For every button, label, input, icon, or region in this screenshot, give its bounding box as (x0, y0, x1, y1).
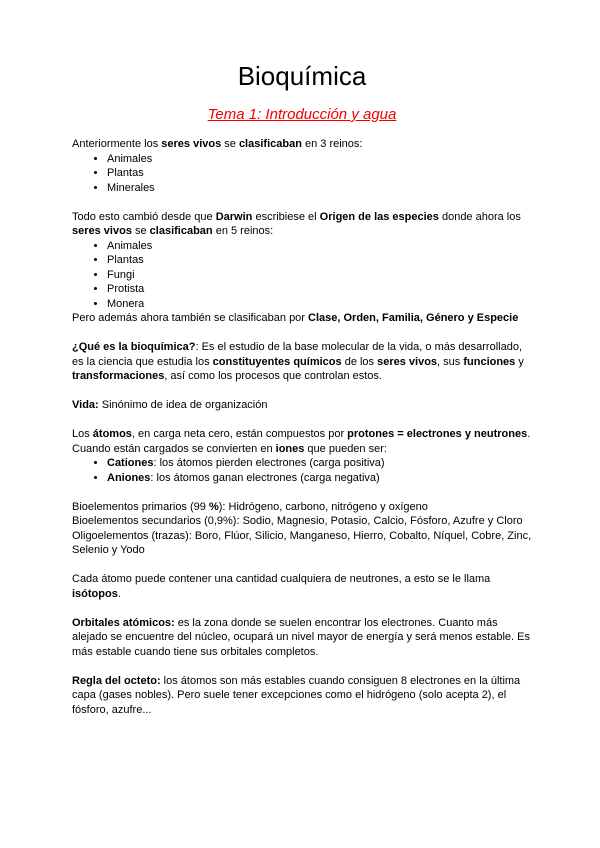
text-run: . (117, 587, 121, 600)
paragraph (72, 529, 532, 558)
text-run: se (131, 225, 150, 237)
text-run: Protista (107, 283, 145, 295)
text-run: Bioelementos primarios (99 (72, 500, 209, 513)
text-run: que pueden ser: (304, 442, 387, 455)
bullet-item (107, 456, 532, 471)
paragraph-spacer (72, 485, 532, 500)
text-run: , así como los procesos que controlan estos. (164, 370, 382, 382)
document-subtitle: Tema 1: Introducción y agua (207, 106, 397, 123)
text-run: los átomos son más estables cuando consiguen 8 electrones en la última capa (gases nobles). Pero suele tener excepciones como el hidrógeno (solo acepta 2), el fósforo, azufre... (72, 674, 521, 716)
bullet-item (107, 297, 532, 312)
paragraph (72, 514, 532, 529)
text-run: de los (341, 355, 378, 368)
text-run: clasificaban (149, 225, 213, 237)
text-run: iones (275, 442, 305, 455)
text-run: Fungi (107, 268, 135, 281)
text-run: isótopos (72, 587, 118, 600)
document-title: Bioquímica (237, 61, 367, 91)
text-run: Todo esto cambió desde que (72, 210, 216, 223)
bullet-item (107, 166, 532, 181)
bullet-list (72, 152, 532, 196)
paragraph (72, 137, 532, 152)
text-run: Oligoelementos (trazas): Boro, Flúor, Silicio, Manganeso, Hierro, Cobalto, Níquel, Cobre, Zinc, Selenio y Yodo (72, 529, 532, 556)
text-run: % (208, 500, 219, 513)
text-run: se (221, 138, 239, 150)
text-run: Los (72, 428, 93, 440)
text-run: Aniones (107, 471, 151, 484)
text-run: Clase, Orden, Familia, Género y Especie (308, 312, 519, 324)
text-run: ): Hidrógeno, carbono, nitrógeno y oxígeno (218, 500, 428, 513)
paragraph (72, 572, 532, 601)
text-run: Sinónimo de idea de organización (98, 399, 268, 411)
text-run: protones = electrones y neutrones (347, 428, 528, 440)
text-run: seres vivos (72, 225, 132, 237)
paragraph-spacer (72, 195, 532, 210)
text-run: Bioelementos secundarios (0,9%): Sodio, Magnesio, Potasio, Calcio, Fósforo, Azufre y Cloro (72, 515, 523, 527)
text-run: átomos (92, 428, 132, 440)
text-run: clasificaban (238, 138, 302, 150)
paragraph (72, 311, 532, 326)
paragraph (72, 500, 532, 515)
text-run: , sus (437, 355, 464, 368)
text-run: escribiese el (252, 210, 320, 223)
bullet-list (72, 239, 532, 312)
paragraph (72, 340, 532, 384)
bullet-item (107, 471, 532, 486)
text-run: Anteriormente los (72, 138, 162, 150)
bullet-item (107, 282, 532, 297)
text-run: Animales (107, 239, 153, 252)
paragraph (72, 210, 532, 239)
bullet-list (72, 456, 532, 485)
paragraph-spacer (72, 384, 532, 399)
paragraph-spacer (72, 413, 532, 428)
text-run: Darwin (215, 210, 253, 223)
text-run: en 3 reinos: (301, 138, 363, 150)
text-run: Regla del octeto: (72, 674, 161, 687)
text-run: Minerales (107, 181, 155, 194)
bullet-item (107, 253, 532, 268)
text-run: Plantas (107, 254, 144, 266)
text-run: : Es el estudio de la base molecular de la vida, o más desarrollado, es la ciencia que estudia los (72, 341, 522, 368)
bullet-item (107, 152, 532, 167)
text-run: donde ahora los (438, 210, 521, 223)
text-run: Origen de las especies (319, 210, 439, 223)
bullet-item (107, 268, 532, 283)
paragraph-spacer (72, 558, 532, 573)
text-run: transformaciones (72, 370, 165, 382)
text-run: Cada átomo puede contener una cantidad cualquiera de neutrones, a esto se le llama (72, 573, 491, 585)
text-run: funciones (463, 355, 516, 368)
text-run: y (515, 355, 524, 368)
paragraph (72, 398, 532, 413)
paragraph-spacer (72, 326, 532, 341)
paragraph (72, 427, 532, 456)
text-run: . Cuando están cargados se convierten en (72, 428, 531, 455)
document-body (72, 137, 532, 717)
text-run: constituyentes químicos (212, 355, 342, 368)
paragraph-spacer (72, 601, 532, 616)
bullet-item (107, 181, 532, 196)
text-run: Animales (107, 152, 153, 165)
text-run: Cationes (107, 457, 154, 469)
text-run: seres vivos (377, 355, 438, 368)
text-run: , en carga neta cero, están compuestos por (131, 428, 348, 440)
text-run: ¿Qué es la bioquímica? (72, 341, 196, 353)
text-run: Monera (107, 297, 145, 310)
text-run: es la zona donde se suelen encontrar los electrones. Cuanto más alejado se encuentre del núcleo, ocupará un nivel mayor de energía y será menos estable. Es más estable cuando tiene sus orbitales completos. (72, 616, 531, 658)
text-run: Plantas (107, 167, 144, 179)
paragraph (72, 674, 532, 718)
bullet-item (107, 239, 532, 254)
text-run: Pero además ahora también se clasificaban por (72, 312, 309, 324)
text-run: seres vivos (161, 138, 222, 150)
text-run: Vida: (72, 399, 99, 411)
text-run: en 5 reinos: (212, 225, 274, 237)
text-run: : los átomos pierden electrones (carga positiva) (153, 457, 385, 469)
paragraph-spacer (72, 659, 532, 674)
paragraph (72, 616, 532, 660)
text-run: : los átomos ganan electrones (carga negativa) (150, 471, 380, 484)
text-run: Orbitales atómicos: (72, 616, 175, 629)
